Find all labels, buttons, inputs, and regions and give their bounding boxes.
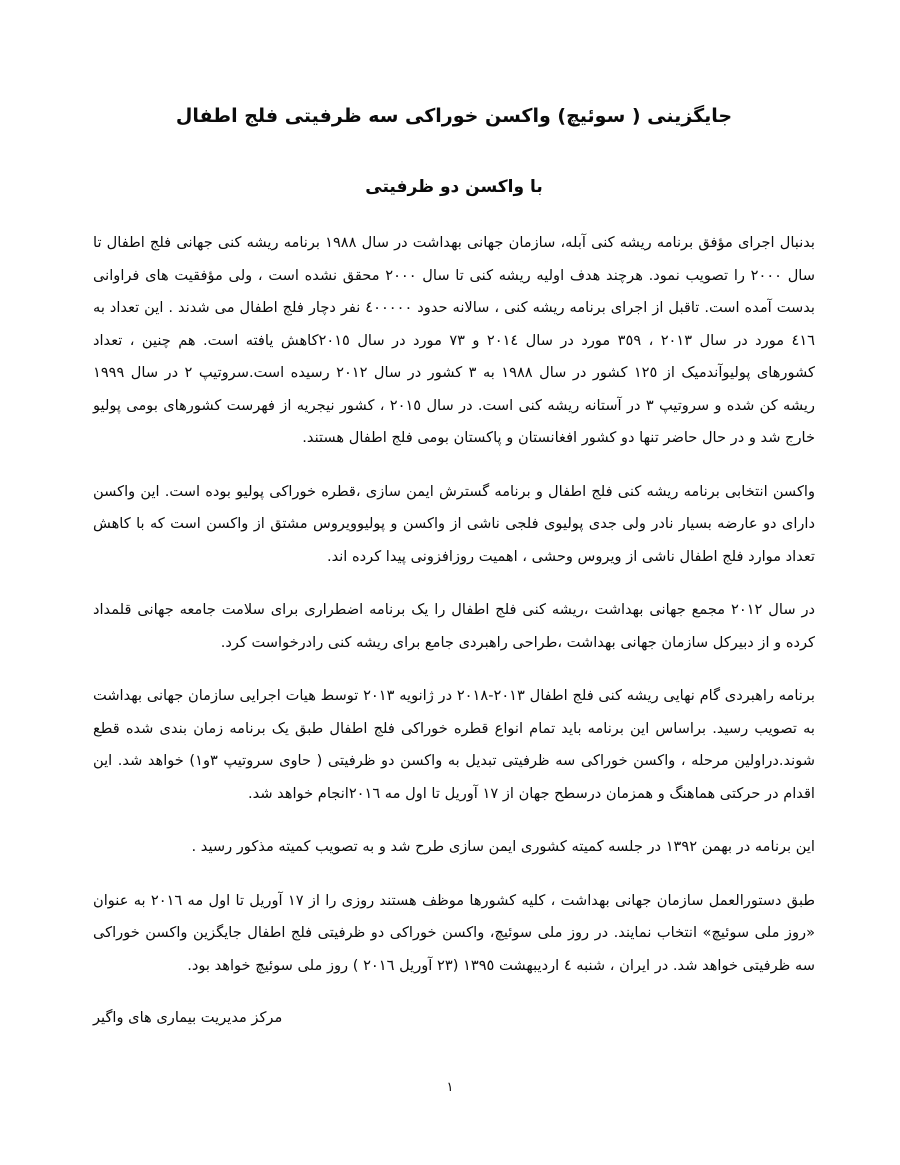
paragraph-endgame-plan: برنامه راهبردی گام نهایی ریشه کنی فلج اطفال ٢٠١٣-٢٠١٨ در ژانویه ٢٠١٣ توسط هیات اجرایی سازمان جهانی بهداشت به تصویب رسید. براساس این برنامه باید تمام انواع قطره خوراکی فلج اطفال طبق یک برنامه زمان بندی شده قطع شوند.دراولین مرحله ، واکسن خوراکی سه ظرفیتی تبدیل به واکسن دو ظرفیتی ( حاوی سروتیپ ٣و١) خواهد شد. این اقدام در حرکتی هماهنگ و همزمان درسطح جهان از ١٧ آوریل تا اول مه ٢٠١٦انجام خواهد شد.	[93, 687, 815, 802]
document-subtitle: با واکسن دو ظرفیتی	[365, 177, 543, 197]
paragraph-switch-day: طبق دستورالعمل سازمان جهانی بهداشت ، کلیه کشورها موظف هستند روزی را از ١٧ آوریل تا اول مه ٢٠١٦ به عنوان «روز ملی سوئیچ» انتخاب نمایند. در روز ملی سوئیچ، واکسن خوراکی دو ظرفیتی فلج اطفال جایگزین واکسن خوراکی سه ظرفیتی خواهد شد. در ایران ، شنبه ٤ اردیبهشت ١٣٩٥ (٢٣ آوریل ٢٠١٦ ) روز ملی سوئیچ خواهد بود.	[93, 891, 815, 974]
signature-line: مرکز مدیریت بیماری های واگیر	[93, 1009, 283, 1026]
document-title: جایگزینی ( سوئیچ) واکسن خوراکی سه ظرفیتی فلج اطفال	[175, 105, 733, 127]
page-number: ١	[446, 1080, 454, 1095]
paragraph-polio-history: بدنبال اجرای مؤفق برنامه ریشه کنی آبله، سازمان جهانی بهداشت در سال ١٩٨٨ برنامه ریشه کنی جهانی فلج اطفال تا سال ٢٠٠٠ را تصویب نمود. هرچند هدف اولیه ریشه کنی تا سال ٢٠٠٠ محقق نشده است ، ولی مؤفقیت های فراوانی بدست آمده است. تاقبل از اجرای برنامه ریشه کنی ، سالانه حدود ٤٠٠٠٠٠ نفر دچار فلج اطفال می شدند . این تعداد به ٤١٦ مورد در سال ٢٠١٣ ، ٣٥٩ مورد در سال ٢٠١٤ و ٧٣ مورد در سال ٢٠١٥کاهش یافته است. هم چنین ، تعداد کشورهای پولیوآندمیک از ١٢٥ کشور در سال ١٩٨٨ به ٣ کشور در سال ٢٠١٢ رسیده است.سروتیپ ٢ در سال ١٩٩٩ ریشه کن شده و سروتیپ ٣ در آستانه ریشه کنی است. در سال ٢٠١٥ ، کشور نیجریه از فهرست کشورهای بومی پولیو خارج شد و در حال حاضر تنها دو کشور افغانستان و پاکستان بومی فلج اطفال هستند.	[93, 234, 815, 446]
paragraph-opv-vaccine: واکسن انتخابی برنامه ریشه کنی فلج اطفال و برنامه گسترش ایمن سازی ،قطره خوراکی پولیو بوده است. این واکسن دارای دو عارضه بسیار نادر ولی جدی پولیوی فلجی ناشی از واکسن و پولیوویروس مشتق از واکسن است که با کاهش تعداد موارد فلج اطفال ناشی از ویروس وحشی ، اهمیت روزافزونی پیدا کرده اند.	[93, 482, 815, 565]
document-body	[93, 227, 815, 982]
paragraph-national-committee: این برنامه در بهمن ١٣٩٢ در جلسه کمیته کشوری ایمن سازی طرح شد و به تصویب کمیته مذکور رسید .	[191, 838, 815, 855]
paragraph-wha-2012: در سال ٢٠١٢ مجمع جهانی بهداشت ،ریشه کنی فلج اطفال را یک برنامه اضطراری برای سلامت جامعه جهانی قلمداد کرده و از دبیرکل سازمان جهانی بهداشت ،طراحی راهبردی جامع برای ریشه کنی رادرخواست کرد.	[93, 601, 815, 651]
document-content	[93, 0, 815, 1033]
